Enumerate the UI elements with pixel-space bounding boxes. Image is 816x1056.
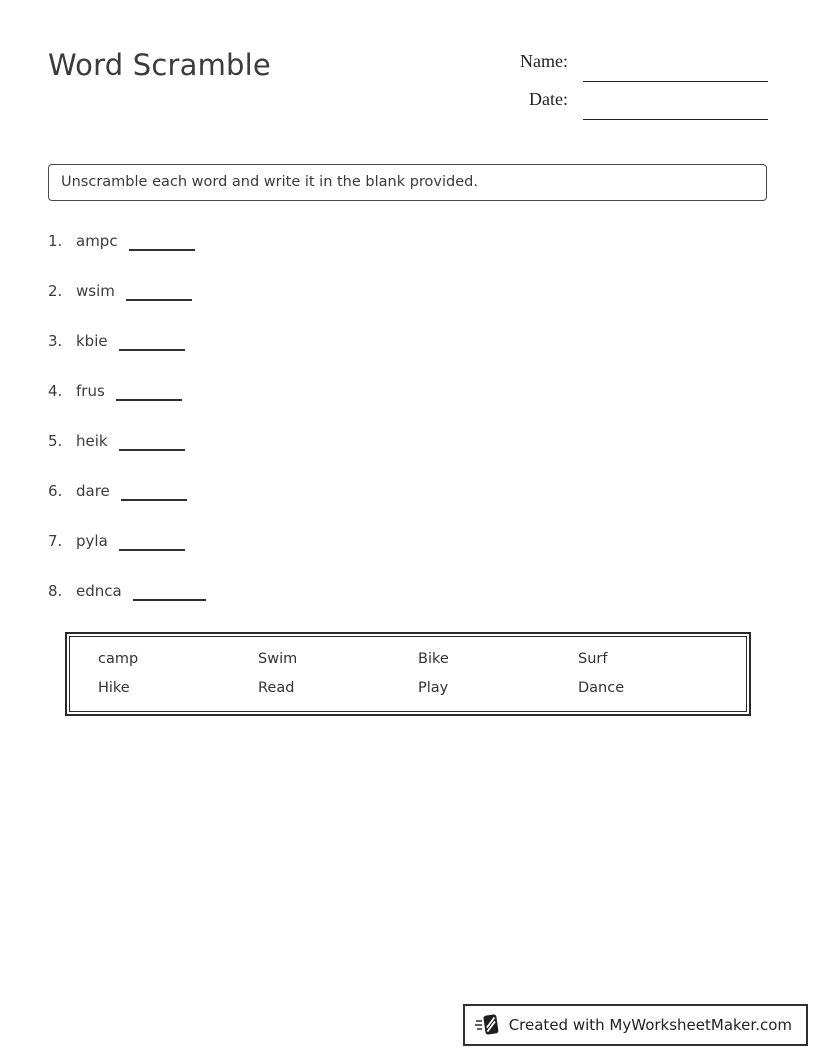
instructions-text: Unscramble each word and write it in the blank provided. [61, 174, 478, 190]
footer-credit-text: Created with MyWorksheetMaker.com [508, 1016, 792, 1034]
item-number: 1. [48, 232, 63, 250]
scrambled-word: wsim [76, 282, 115, 300]
word-bank-word: Dance [578, 680, 625, 696]
answer-blank[interactable] [116, 385, 182, 401]
name-line[interactable] [583, 52, 768, 82]
word-bank-word: camp [98, 651, 139, 667]
scramble-item [48, 430, 206, 452]
item-number: 2. [48, 282, 63, 300]
scramble-item [48, 580, 206, 602]
footer-credit-box [463, 1004, 808, 1046]
name-field-row [490, 44, 768, 82]
answer-blank[interactable] [119, 535, 185, 551]
scrambled-word: heik [76, 432, 108, 450]
scramble-item [48, 480, 206, 502]
page-title: Word Scramble [48, 48, 271, 82]
scrambled-word: ednca [76, 582, 122, 600]
scramble-item [48, 280, 206, 302]
date-label: Date: [529, 89, 568, 109]
answer-blank[interactable] [133, 585, 206, 601]
word-bank-word: Hike [98, 680, 130, 696]
word-bank-grid [69, 636, 747, 712]
item-number: 5. [48, 432, 63, 450]
answer-blank[interactable] [121, 485, 187, 501]
word-bank-word: Bike [418, 651, 449, 667]
word-bank-word: Swim [258, 651, 298, 667]
myworksheetmaker-logo-icon [475, 1012, 501, 1038]
item-number: 6. [48, 482, 63, 500]
word-bank [65, 632, 751, 716]
scrambled-word: dare [76, 482, 110, 500]
header-fields [490, 44, 768, 120]
scramble-item [48, 330, 206, 352]
item-number: 8. [48, 582, 63, 600]
word-bank-word: Play [418, 680, 449, 696]
scrambled-word: pyla [76, 532, 108, 550]
word-bank-word: Read [258, 680, 295, 696]
date-field-row [490, 82, 768, 120]
item-number: 7. [48, 532, 63, 550]
item-number: 4. [48, 382, 63, 400]
date-line[interactable] [583, 90, 768, 120]
scrambled-word: kbie [76, 332, 108, 350]
scramble-item [48, 380, 206, 402]
answer-blank[interactable] [119, 335, 185, 351]
answer-blank[interactable] [119, 435, 185, 451]
scrambled-word: ampc [76, 232, 118, 250]
word-bank-word: Surf [578, 651, 608, 667]
instructions-box [48, 164, 767, 201]
scramble-list [48, 230, 206, 630]
answer-blank[interactable] [126, 285, 192, 301]
answer-blank[interactable] [129, 235, 195, 251]
name-label: Name: [520, 51, 568, 71]
item-number: 3. [48, 332, 63, 350]
scrambled-word: frus [76, 382, 105, 400]
scramble-item [48, 530, 206, 552]
scramble-item [48, 230, 206, 252]
